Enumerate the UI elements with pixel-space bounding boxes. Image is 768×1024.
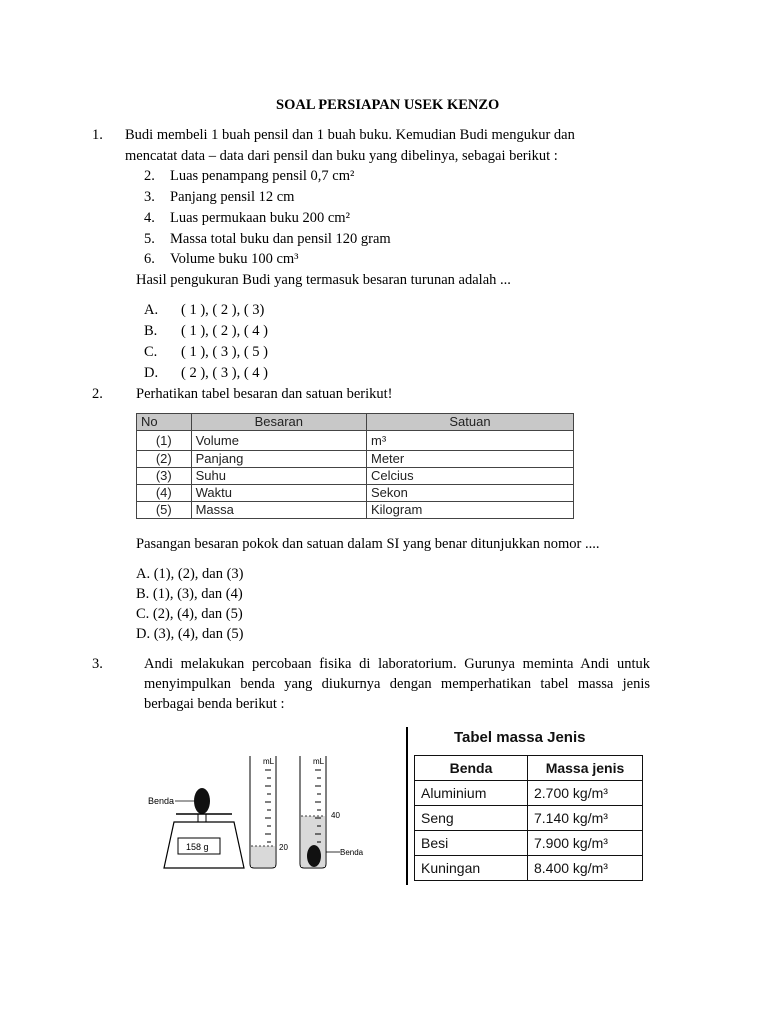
cell-benda: Aluminium — [415, 781, 528, 806]
cell-no: (5) — [137, 502, 192, 519]
q3-line3: berbagai benda berikut : — [144, 696, 285, 712]
q1-intro-line1: Budi membeli 1 buah pensil dan 1 buah buku. Kemudian Budi mengukur dan — [125, 127, 575, 143]
cell-besaran: Volume — [191, 431, 366, 451]
q1-option-letter: D. — [144, 365, 159, 381]
q1-item-text: Panjang pensil 12 cm — [170, 189, 295, 205]
cell-satuan: m³ — [366, 431, 573, 451]
q1-item-text: Luas permukaan buku 200 cm² — [170, 210, 350, 226]
q2-intro: Perhatikan tabel besaran dan satuan berikut! — [136, 386, 393, 402]
cell-besaran: Suhu — [191, 468, 366, 485]
q2-option-a[interactable]: A. (1), (2), dan (3) — [136, 566, 244, 582]
scale-reading: 158 g — [186, 842, 209, 852]
density-table — [414, 755, 643, 881]
scale-stem — [198, 814, 206, 822]
q1-item-text: Luas penampang pensil 0,7 cm² — [170, 168, 355, 184]
cell-satuan: Meter — [366, 451, 573, 468]
cylinder1-unit: mL — [263, 757, 275, 766]
q1-item-num: 6. — [144, 251, 155, 267]
header-satuan: Satuan — [366, 414, 573, 431]
cell-satuan: Celcius — [366, 468, 573, 485]
q2-question: Pasangan besaran pokok dan satuan dalam SI yang benar ditunjukkan nomor .... — [136, 536, 600, 552]
q1-number: 1. — [92, 127, 103, 143]
cell-benda: Besi — [415, 831, 528, 856]
cell-benda: Seng — [415, 806, 528, 831]
header-no: No — [137, 414, 192, 431]
q1-item-text: Volume buku 100 cm³ — [170, 251, 299, 267]
density-table-title: Tabel massa Jenis — [454, 729, 586, 746]
cylinder1-level-label: 20 — [279, 843, 288, 852]
cell-satuan: Sekon — [366, 485, 573, 502]
cell-massa-jenis: 2.700 kg/m³ — [528, 781, 643, 806]
experiment-figure — [140, 748, 380, 878]
cell-no: (2) — [137, 451, 192, 468]
cylinder2-unit: mL — [313, 757, 325, 766]
cell-besaran: Panjang — [191, 451, 366, 468]
q1-option-letter: C. — [144, 344, 158, 360]
q1-option-letter: B. — [144, 323, 158, 339]
q2-option-b[interactable]: B. (1), (3), dan (4) — [136, 586, 243, 602]
benda-label-2: Benda — [340, 848, 364, 857]
q1-item-num: 3. — [144, 189, 155, 205]
table-row — [137, 468, 574, 485]
cell-massa-jenis: 8.400 kg/m³ — [528, 856, 643, 881]
cell-besaran: Waktu — [191, 485, 366, 502]
table-row — [137, 451, 574, 468]
q1-option-letter: A. — [144, 302, 159, 318]
q3-line2: menyimpulkan benda yang diukurnya dengan memperhatikan tabel massa jenis — [144, 676, 650, 692]
cell-massa-jenis: 7.140 kg/m³ — [528, 806, 643, 831]
table-header-row — [415, 756, 643, 781]
besaran-satuan-table — [136, 413, 574, 519]
q1-option-d[interactable]: ( 2 ), ( 3 ), ( 4 ) — [181, 365, 268, 381]
q1-intro-line2: mencatat data – data dari pensil dan buku yang dibelinya, sebagai berikut : — [125, 148, 558, 164]
header-massa-jenis: Massa jenis — [528, 756, 643, 781]
cell-no: (4) — [137, 485, 192, 502]
q1-item-text: Massa total buku dan pensil 120 gram — [170, 231, 391, 247]
table-row — [137, 431, 574, 451]
benda-label: Benda — [148, 796, 175, 806]
q3-number: 3. — [92, 656, 103, 672]
q1-question: Hasil pengukuran Budi yang termasuk besaran turunan adalah ... — [136, 272, 511, 288]
cell-massa-jenis: 7.900 kg/m³ — [528, 831, 643, 856]
table-row — [415, 781, 643, 806]
header-besaran: Besaran — [191, 414, 366, 431]
header-benda: Benda — [415, 756, 528, 781]
object-in-cylinder — [307, 845, 321, 867]
q3-line1: Andi melakukan percobaan fisika di laboratorium. Gurunya meminta Andi untuk — [144, 656, 650, 672]
table-row — [137, 502, 574, 519]
object-on-scale — [194, 788, 210, 814]
table-header-row — [137, 414, 574, 431]
table-row — [137, 485, 574, 502]
q1-option-b[interactable]: ( 1 ), ( 2 ), ( 4 ) — [181, 323, 268, 339]
q1-item-num: 5. — [144, 231, 155, 247]
density-table-panel — [406, 727, 648, 885]
cell-benda: Kuningan — [415, 856, 528, 881]
q2-option-d[interactable]: D. (3), (4), dan (5) — [136, 626, 244, 642]
page-title: SOAL PERSIAPAN USEK KENZO — [276, 97, 500, 113]
q1-option-a[interactable]: ( 1 ), ( 2 ), ( 3) — [181, 302, 265, 318]
cylinder1-water — [251, 846, 275, 867]
cell-satuan: Kilogram — [366, 502, 573, 519]
q2-number: 2. — [92, 386, 103, 402]
cell-no: (3) — [137, 468, 192, 485]
cell-besaran: Massa — [191, 502, 366, 519]
table-row — [415, 831, 643, 856]
q1-item-num: 4. — [144, 210, 155, 226]
cylinder1-ticks — [265, 770, 271, 842]
table-row — [415, 856, 643, 881]
q2-option-c[interactable]: C. (2), (4), dan (5) — [136, 606, 243, 622]
table-row — [415, 806, 643, 831]
cell-no: (1) — [137, 431, 192, 451]
cylinder2-level-label: 40 — [331, 811, 340, 820]
q1-item-num: 2. — [144, 168, 155, 184]
q1-option-c[interactable]: ( 1 ), ( 3 ), ( 5 ) — [181, 344, 268, 360]
